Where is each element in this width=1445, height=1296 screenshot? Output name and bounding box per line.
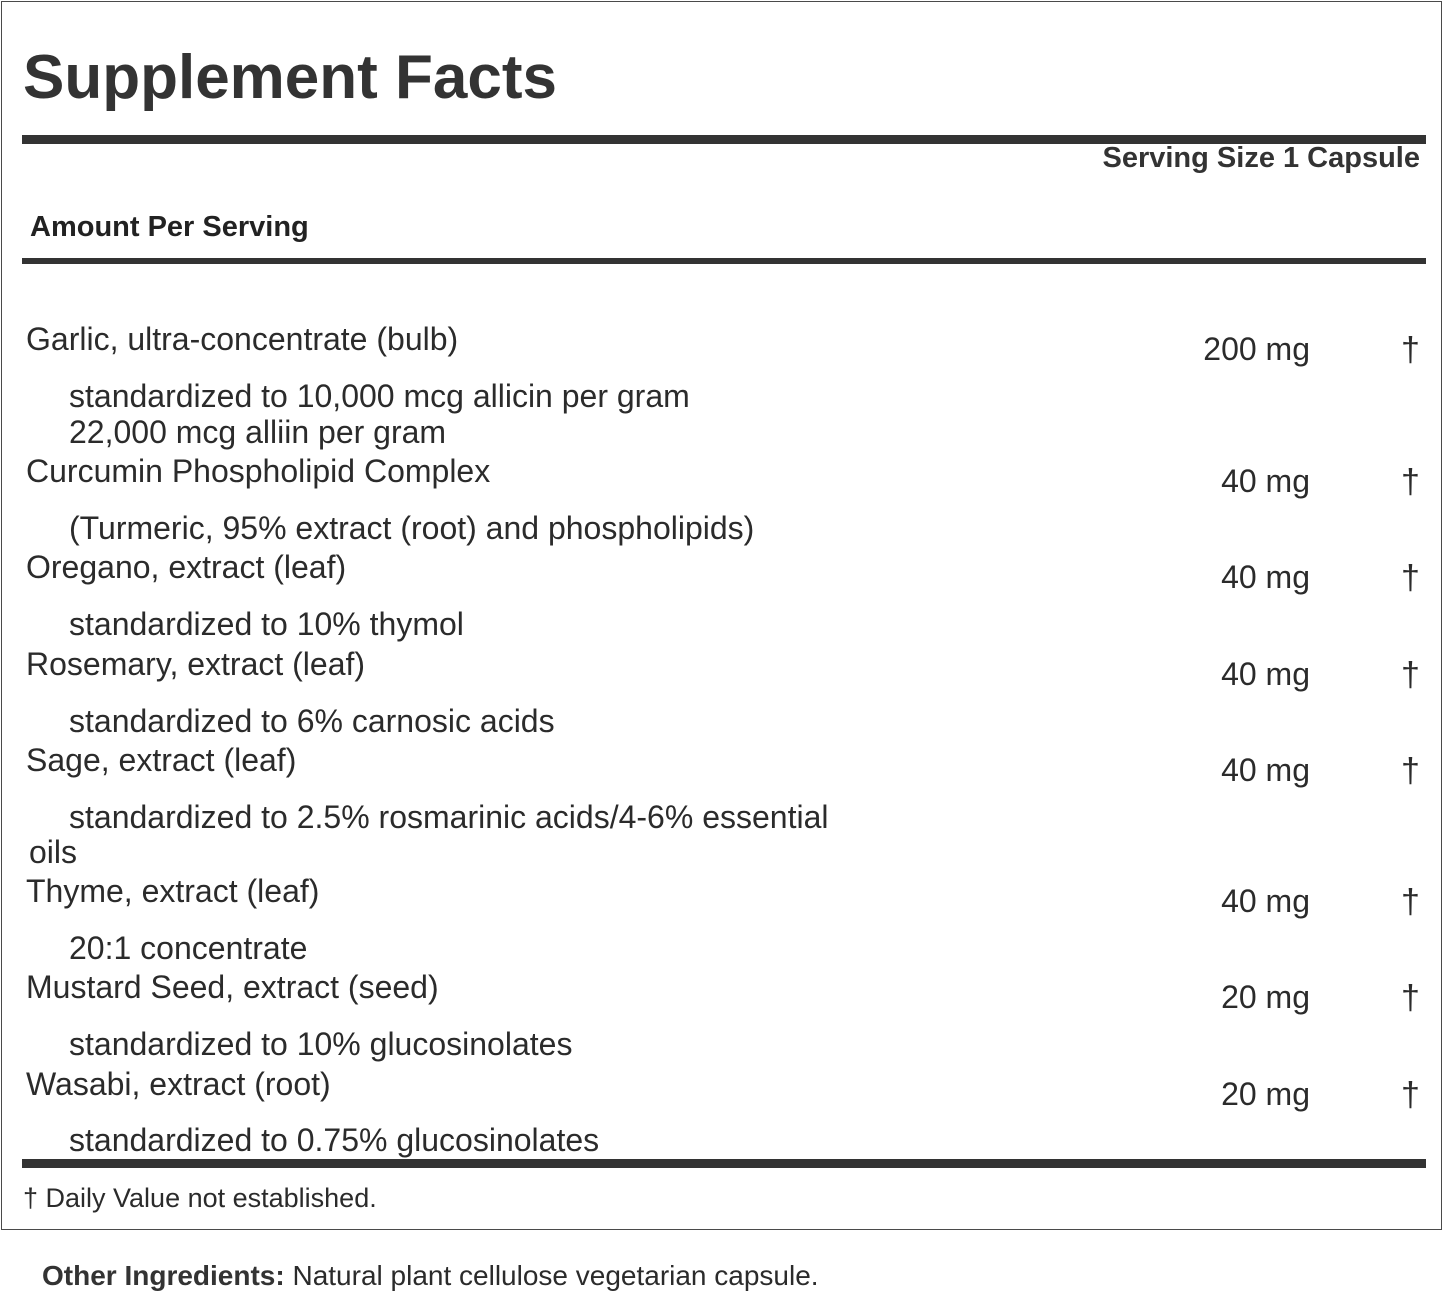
ingredient-detail: oils xyxy=(29,834,78,870)
dagger-mark: † xyxy=(1401,1076,1420,1114)
ingredient-name: Sage, extract (leaf) xyxy=(26,742,297,778)
amount-per-serving-header: Amount Per Serving xyxy=(30,211,309,243)
ingredient-amount: 20 mg xyxy=(1221,1076,1310,1112)
supplement-facts-panel xyxy=(1,1,1442,1230)
header-rule xyxy=(22,258,1426,264)
daily-value-footnote: † Daily Value not established. xyxy=(23,1183,377,1213)
ingredient-amount: 200 mg xyxy=(1203,331,1310,367)
serving-size: Serving Size 1 Capsule xyxy=(1102,142,1420,174)
dagger-mark: † xyxy=(1401,752,1420,790)
dagger-mark: † xyxy=(1401,883,1420,921)
ingredient-name: Curcumin Phospholipid Complex xyxy=(26,453,491,489)
ingredient-amount: 40 mg xyxy=(1221,559,1310,595)
dagger-mark: † xyxy=(1401,559,1420,597)
ingredient-detail: standardized to 10% glucosinolates xyxy=(69,1026,573,1062)
ingredient-name: Oregano, extract (leaf) xyxy=(26,549,347,585)
dagger-mark: † xyxy=(1401,656,1420,694)
ingredient-name: Thyme, extract (leaf) xyxy=(26,873,320,909)
dagger-mark: † xyxy=(1401,463,1420,501)
ingredient-detail: 22,000 mcg alliin per gram xyxy=(69,414,447,450)
ingredient-detail: 20:1 concentrate xyxy=(69,930,308,966)
other-ingredients-text: Natural plant cellulose vegetarian capsule. xyxy=(284,1260,819,1291)
ingredient-name: Wasabi, extract (root) xyxy=(26,1066,331,1102)
ingredient-detail: standardized to 0.75% glucosinolates xyxy=(69,1122,600,1158)
bottom-thick-rule xyxy=(22,1159,1426,1168)
ingredient-amount: 40 mg xyxy=(1221,656,1310,692)
ingredient-name: Mustard Seed, extract (seed) xyxy=(26,969,439,1005)
ingredient-amount: 40 mg xyxy=(1221,752,1310,788)
other-ingredients xyxy=(42,1260,819,1292)
dagger-mark: † xyxy=(1401,979,1420,1017)
ingredient-amount: 40 mg xyxy=(1221,463,1310,499)
ingredient-amount: 40 mg xyxy=(1221,883,1310,919)
dagger-mark: † xyxy=(1401,331,1420,369)
panel-title: Supplement Facts xyxy=(23,43,557,112)
ingredient-name: Garlic, ultra-concentrate (bulb) xyxy=(26,321,459,357)
ingredient-detail: standardized to 6% carnosic acids xyxy=(69,703,555,739)
other-ingredients-label: Other Ingredients: xyxy=(42,1260,285,1291)
ingredient-detail: standardized to 10,000 mcg allicin per gram xyxy=(69,378,690,414)
ingredient-detail: standardized to 10% thymol xyxy=(69,606,464,642)
ingredient-detail: (Turmeric, 95% extract (root) and phospholipids) xyxy=(69,510,755,546)
ingredient-detail: standardized to 2.5% rosmarinic acids/4-6% essential xyxy=(69,799,829,835)
ingredient-amount: 20 mg xyxy=(1221,979,1310,1015)
ingredient-name: Rosemary, extract (leaf) xyxy=(26,646,366,682)
